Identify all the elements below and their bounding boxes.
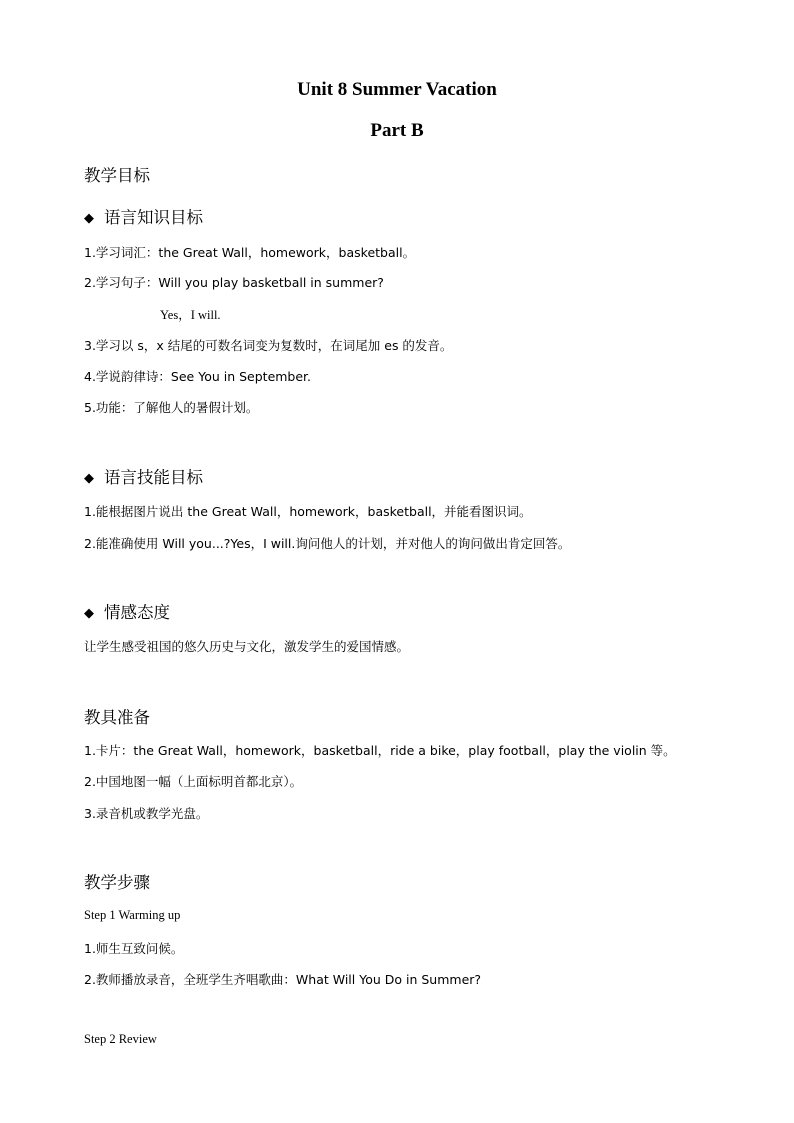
diamond-bullet-icon: ◆: [84, 211, 94, 226]
heading-skill-goals: ◆ 语言技能目标: [84, 468, 203, 487]
step-1-item-2: 2.教师播放录音，全班学生齐唱歌曲：What Will You Do in Summer?: [84, 972, 482, 987]
materials-item-2: 2.中国地图一幅（上面标明首都北京）。: [84, 774, 303, 789]
document-title: Unit 8 Summer Vacation: [297, 79, 497, 100]
diamond-bullet-icon: ◆: [84, 471, 94, 486]
step-1-item-1: 1.师生互致问候。: [84, 941, 184, 956]
step-2-title: Step 2 Review: [84, 1032, 157, 1046]
attitude-item-1: 让学生感受祖国的悠久历史与文化，激发学生的爱国情感。: [84, 639, 410, 654]
knowledge-item-3: 3.学习以 s，x 结尾的可数名词变为复数时，在词尾加 es 的发音。: [84, 338, 453, 353]
knowledge-item-2-answer: Yes，I will.: [160, 308, 221, 322]
step-1-title: Step 1 Warming up: [84, 908, 181, 922]
knowledge-item-5: 5.功能：了解他人的暑假计划。: [84, 400, 259, 415]
knowledge-item-2: 2.学习句子：Will you play basketball in summer?: [84, 275, 384, 290]
diamond-bullet-icon: ◆: [84, 606, 94, 621]
section-heading-goals: 教学目标: [84, 166, 150, 185]
knowledge-item-1: 1.学习词汇：the Great Wall，homework，basketball。: [84, 245, 416, 260]
skills-item-1: 1.能根据图片说出 the Great Wall，homework，basketball，并能看图识词。: [84, 504, 532, 519]
document-subtitle: Part B: [370, 120, 424, 141]
heading-knowledge-goals: ◆ 语言知识目标: [84, 208, 203, 227]
materials-item-1: 1.卡片：the Great Wall，homework，basketball，ride a bike，play football，play the violin 等。: [84, 743, 676, 758]
section-heading-steps: 教学步骤: [84, 873, 150, 892]
heading-attitude: ◆ 情感态度: [84, 603, 170, 622]
materials-item-3: 3.录音机或教学光盘。: [84, 806, 209, 821]
section-heading-materials: 教具准备: [84, 708, 150, 727]
skills-item-2: 2.能准确使用 Will you...?Yes，I will.询问他人的计划，并对他人的询问做出肯定回答。: [84, 536, 571, 551]
knowledge-item-4: 4.学说韵律诗：See You in September.: [84, 369, 312, 384]
